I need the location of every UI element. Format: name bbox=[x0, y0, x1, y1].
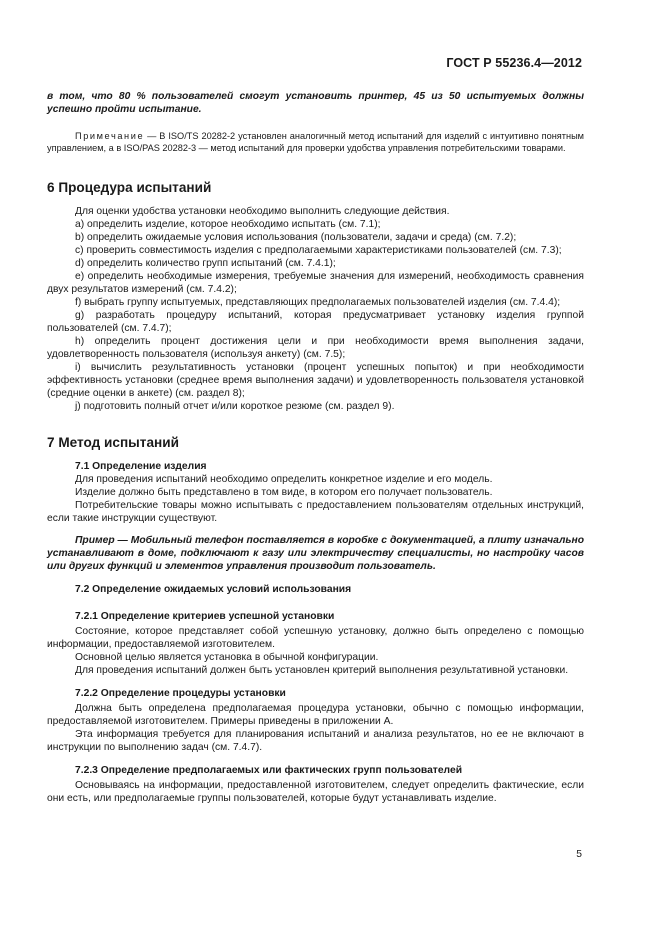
procedure-item-b: b) определить ожидаемые условия использования (пользователи, задачи и среда) (см. 7.2); bbox=[75, 232, 517, 243]
section-6-heading: 6 Процедура испытаний bbox=[47, 180, 212, 195]
subsection-7-2-1-paragraph: Для проведения испытаний должен быть установлен критерий выполнения результативной установки. bbox=[75, 665, 569, 676]
procedure-item-f: f) выбрать группу испытуемых, представляющих предполагаемых пользователей изделия (см. 7.4.4); bbox=[75, 297, 561, 308]
procedure-item-c: c) проверить совместимость изделия с предполагаемыми характеристиками пользователей (см. 7.3); bbox=[75, 245, 562, 256]
procedure-item-e: e) определить необходимые измерения, требуемые значения для измерений, необходимость сравнения двух результатов измерений (см. 7.4.2); bbox=[47, 271, 584, 295]
note-paragraph bbox=[47, 130, 584, 154]
section-6-lead: Для оценки удобства установки необходимо выполнить следующие действия. bbox=[75, 206, 450, 217]
section-7-heading: 7 Метод испытаний bbox=[47, 435, 179, 450]
procedure-item-i: i) вычислить результативность установки (процент успешных попыток) и при необходимости эффективность установки (среднее время выполнения задачи) и удовлетворенность пользователя установкой (средние оценки в анкете) (см. раздел 8); bbox=[47, 362, 584, 399]
note-text: — В ISO/TS 20282-2 установлен аналогичный метод испытаний для изделий с интуитивно понятным управлением, а в ISO/PAS 20282-3 — метод испытаний для проверки удобства управления потребительскими товарами. bbox=[47, 131, 584, 153]
subsection-7-2-2-heading: 7.2.2 Определение процедуры установки bbox=[75, 688, 286, 699]
subsection-7-1-heading: 7.1 Определение изделия bbox=[75, 461, 207, 472]
procedure-item-j: j) подготовить полный отчет и/или короткое резюме (см. раздел 9). bbox=[75, 401, 395, 412]
procedure-item-h: h) определить процент достижения цели и при необходимости время выполнения задачи, удовлетворенность пользователя (используя анкету) (см. 7.5); bbox=[47, 336, 584, 360]
subsection-7-2-1-heading: 7.2.1 Определение критериев успешной установки bbox=[75, 611, 335, 622]
subsection-7-2-2-paragraph: Эта информация требуется для планирования испытаний и анализа результатов, но ее не включают в инструкции по выполнению задач (см. 7.4.7). bbox=[47, 729, 584, 753]
page-number: 5 bbox=[576, 849, 582, 860]
subsection-7-2-2-paragraph: Должна быть определена предполагаемая процедура установки, обычно с помощью информации, предоставляемой изготовителем. Примеры приведены в приложении А. bbox=[47, 703, 584, 727]
subsection-7-1-paragraph: Для проведения испытаний необходимо определить конкретное изделие и его модель. bbox=[75, 474, 493, 485]
example-paragraph: Пример — Мобильный телефон поставляется в коробке с документацией, а плиту изначально устанавливают в доме, подключают к газу или электричеству специалисты, но настройку часов или других функций и элементов управления производит пользователь. bbox=[47, 535, 584, 572]
page-content bbox=[47, 90, 584, 805]
subsection-7-2-1-paragraph: Основной целью является установка в обычной конфигурации. bbox=[75, 652, 379, 663]
subsection-7-2-heading: 7.2 Определение ожидаемых условий использования bbox=[75, 584, 352, 595]
procedure-item-d: d) определить количество групп испытаний (см. 7.4.1); bbox=[75, 258, 336, 269]
subsection-7-2-1-paragraph: Состояние, которое представляет собой успешную установку, должно быть определено с помощью информации, предоставляемой изготовителем. bbox=[47, 626, 584, 650]
document-code: ГОСТ Р 55236.4—2012 bbox=[446, 56, 582, 70]
intro-criterion-text: в том, что 80 % пользователей смогут установить принтер, 45 из 50 испытуемых должны успешно пройти испытание. bbox=[47, 91, 584, 115]
subsection-7-1-paragraph: Потребительские товары можно испытывать с предоставлением пользователям отдельных инструкций, если такие инструкции существуют. bbox=[47, 500, 584, 524]
subsection-7-1-paragraph: Изделие должно быть представлено в том виде, в котором его получает пользователь. bbox=[75, 487, 493, 498]
procedure-item-a: a) определить изделие, которое необходимо испытать (см. 7.1); bbox=[75, 219, 381, 230]
procedure-item-g: g) разработать процедуру испытаний, которая предусматривает установку изделия группой пользователей (см. 7.4.7); bbox=[47, 310, 584, 334]
note-label: Примечание bbox=[75, 131, 145, 141]
subsection-7-2-3-paragraph: Основываясь на информации, предоставленной изготовителем, следует определить фактические, если они есть, или предполагаемые группы пользователей, которые будут устанавливать изделие. bbox=[47, 780, 584, 804]
subsection-7-2-3-heading: 7.2.3 Определение предполагаемых или фактических групп пользователей bbox=[75, 765, 463, 776]
